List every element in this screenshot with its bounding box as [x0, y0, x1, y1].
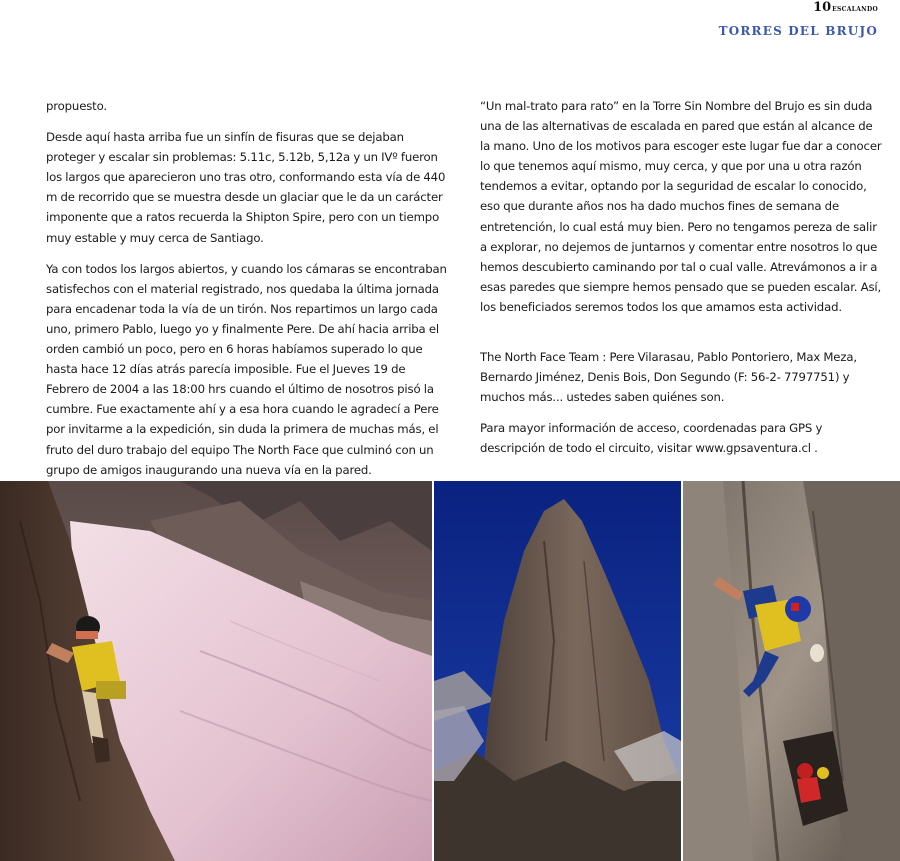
page-folio — [813, 0, 878, 14]
photo-climber-glacier-image — [0, 481, 432, 861]
credits-paragraph: The North Face Team : Pere Vilarasau, Pablo Pontoriero, Max Meza, Bernardo Jiménez, Denis Bois, Don Segundo (F: 56-2- 7797751) y muchos más... ustedes saben quiénes son. — [480, 350, 857, 405]
paragraph: propuesto. — [46, 99, 107, 113]
paragraph: Ya con todos los largos abiertos, y cuando los cámaras se encontraban satisfechos con el material registrado, nos quedaba la última jornada para encadenar toda la vía de un tirón. Nos repartimos un largo cada uno, primero Pablo, luego yo y finalmente Pere. De ahí hacia arriba el orden cambió un poco, pero en 6 horas habíamos superado lo que hasta hace 12 días atrás parecía imposible. Fue el Jueves 19 de Febrero de 2004 a las 18:00 hrs cuando el último de nosotros pisó la cumbre. Fue exactamente ahí y a esa hora cuando le agradecí a Pere por invitarme a la expedición, sin duda la primera de muchas más, el fruto del duro trabajo del equipo The North Face que culminó con un grupo de amigos inaugurando una nueva vía en la pared. — [46, 261, 447, 477]
paragraph: “Un mal-trato para rato” en la Torre Sin Nombre del Brujo es sin duda una de las alternativas de escalada en pared que están al alcance de la mano. Uno de los motivos para escoger este lugar fue dar a conocer lo que tenemos aquí mismo, muy cerca, y que por una u otra razón tendemos a evitar, optando por la seguridad de escalar lo conocido, eso que durante años nos ha dado muchos fines de semana de entretención, lo cual está muy bien. Pero no tengamos pereza de salir a explorar, no dejemos de juntarnos y comentar entre nosotros lo que hemos descubierto caminando por tal o cual valle. Atrevámonos a ir a esas paredes que siempre hemos pensado que se pueden escalar. Así, los beneficiados seremos todos los que amamos esta actividad. — [480, 99, 882, 314]
photo-climbers-rock-face-image — [683, 481, 900, 861]
photo-climbers-rock-face — [683, 481, 900, 861]
photo-climber-glacier — [0, 481, 432, 861]
section-title: TORRES DEL BRUJO — [718, 24, 878, 38]
photo-strip — [0, 481, 900, 861]
photo-granite-tower-image — [434, 481, 681, 861]
right-text-column — [480, 96, 882, 470]
info-paragraph: Para mayor información de acceso, coordenadas para GPS y descripción de todo el circuito, visitar www.gpsaventura.cl . — [480, 421, 823, 456]
magazine-name: ESCALANDO — [832, 6, 878, 13]
left-text-column — [46, 96, 450, 491]
page-number: 10 — [813, 0, 832, 15]
photo-granite-tower — [434, 481, 681, 861]
paragraph: Desde aquí hasta arriba fue un sinfín de fisuras que se dejaban proteger y escalar sin problemas: 5.11c, 5.12b, 5,12a y un IVº fueron los largos que aparecieron uno tras otro, conformando esta vía de 440 m de recorrido que se muestra desde un glaciar que le da un carácter imponente que a ratos recuerda la Shipton Spire, pero con un tiempo muy estable y muy cerca de Santiago. — [46, 130, 446, 245]
